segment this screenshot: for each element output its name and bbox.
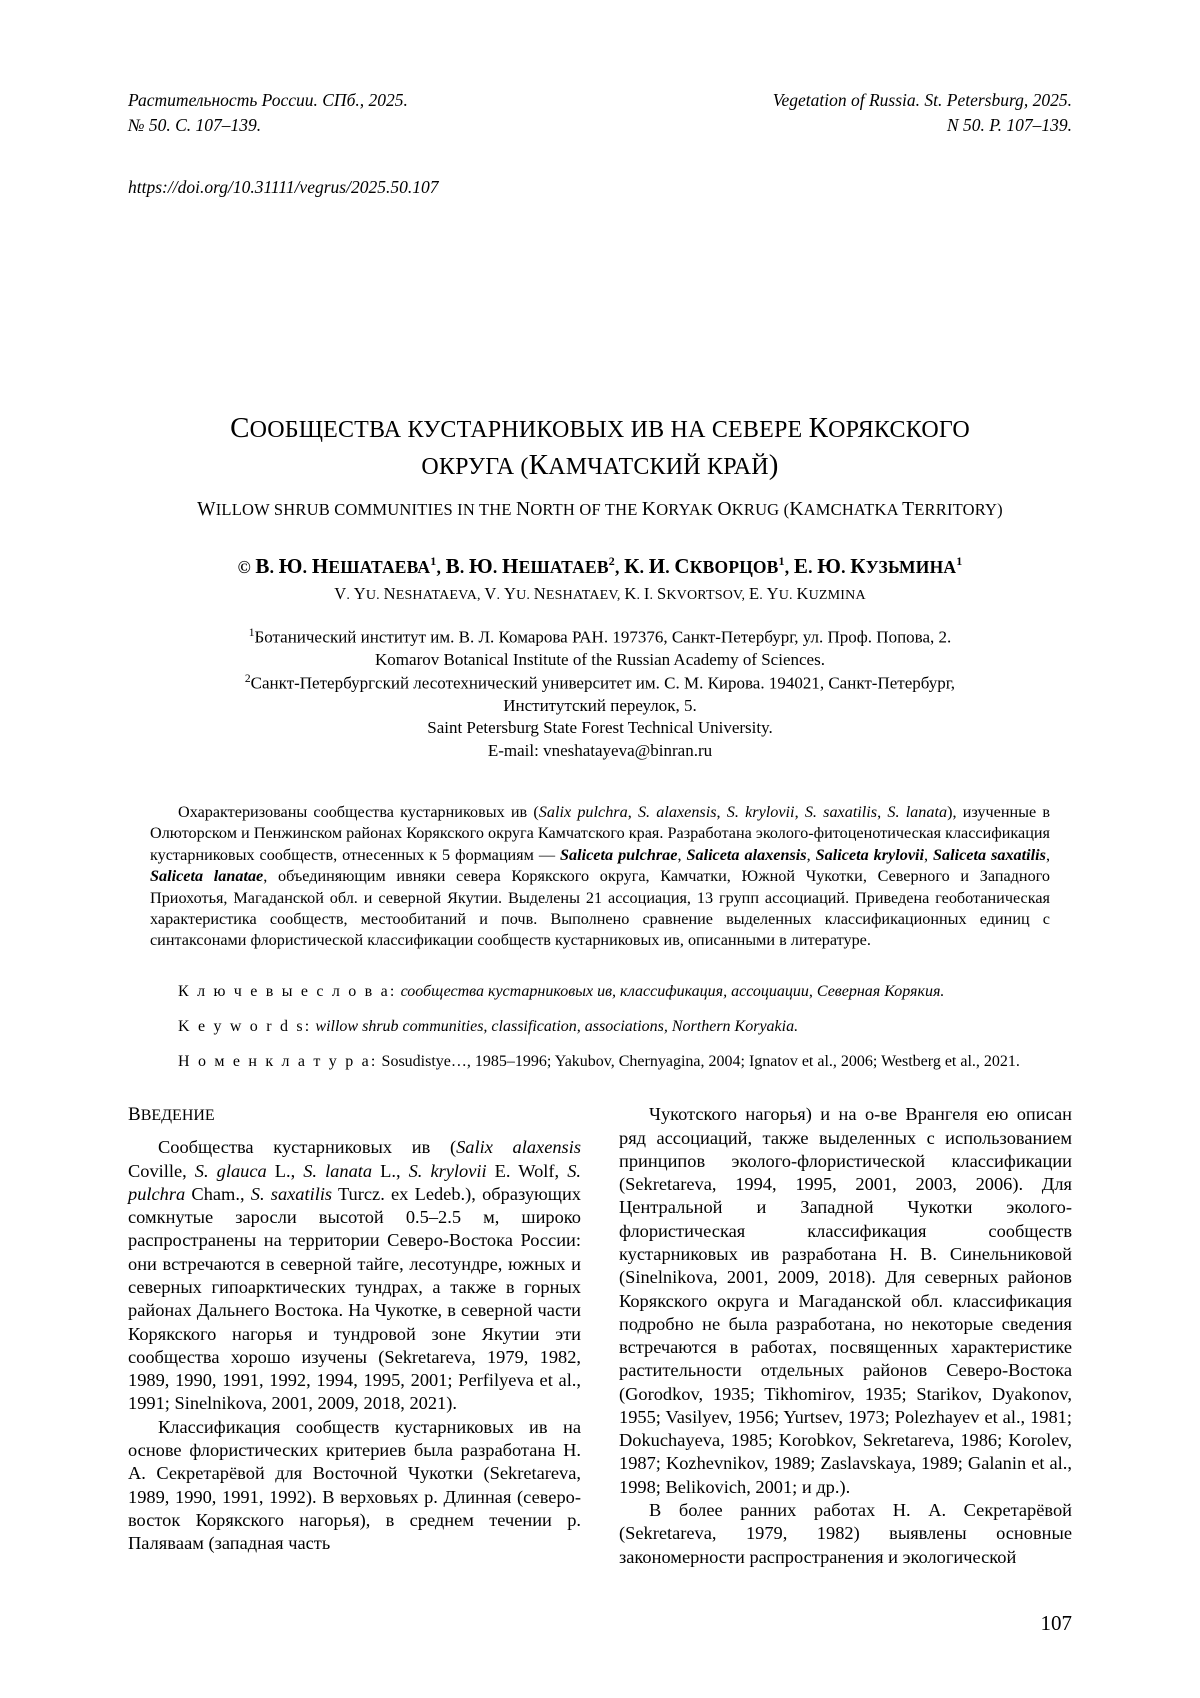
- title-en-cap-2: N: [516, 499, 531, 521]
- page-title-en: [128, 499, 1072, 521]
- affiliation-1-en: Komarov Botanical Institute of the Russian Academy of Sciences.: [375, 650, 825, 670]
- title-ru-cap-1: С: [230, 411, 250, 444]
- paragraph-intro-3: Чукотского нагорья) и на о-ве Врангеля ею описан ряд ассоциаций, также выделенных с использованием принципов эколого-флористической классификации (Sekretareva, 1994, 1995, 2001, 2003, 2006). Для Центральной и Западной Чукотки эколого-флористическая классификация сообществ кустарниковых ив разработана Н. В. Синельниковой (Sinelnikova, 2001, 2009, 2018). Для северных районов Корякского округа и Магаданской обл. классификация подробно не была разработана, но некоторые сведения встречаются в работах, посвященных характеристике растительности отдельных районов Северо-Востока (Gorodkov, 1935; Tikhomirov, 1935; Starikov, Dyakonov, 1955; Vasilyev, 1956; Yurtsev, 1973; Polezhayev et al., 1981; Dokuchayeva, 1985; Korobkov, Sekretareva, 1986; Korolev, 1987; Kozhevnikov, 1989; Zaslavskaya, 1989; Galanin et al., 1998; Belikovich, 2001; и др.).: [619, 1104, 1072, 1497]
- journal-ru-line2: № 50. С. 107–139.: [128, 115, 262, 136]
- affiliation-2: $^2$Санкт-Петербургский лесотехнический университет им. С. М. Кирова. 194021, Санкт-Петербург,: [244, 672, 956, 693]
- body-column-right: [619, 1103, 1072, 1569]
- paragraph-intro-4: В более ранних работах Н. А. Секретарёвой (Sekretareva, 1979, 1982) выявлены основные закономерности распространения и экологической: [619, 1500, 1072, 1567]
- title-ru-text-1: ООБЩЕСТВА КУСТАРНИКОВЫХ ИВ НА СЕВЕРЕ: [249, 416, 809, 443]
- title-ru-text-4: АМЧАТСКИЙ КРАЙ: [548, 454, 769, 481]
- running-head-left: [128, 88, 408, 139]
- abstract: Охарактеризованы сообщества кустарниковых ив (Salix pulchra, S. alaxensis, S. krylovii, S. saxatilis, S. lanata), изученные в Олюторском и Пенжинском районах Корякского округа Камчатского края. Разработана эколого-фитоценотическая классификация кустарниковых сообществ, отнесенных к 5 формациям — Saliceta pulchrae, Saliceta alaxensis, Saliceta krylovii, Saliceta saxatilis, Saliceta lanatae, объединяющим ивняки севера Корякского округа, Камчатки, Южной Чукотки, Северного и Западного Приохотья, Магаданской обл. и северной Якутии. Выделены 21 ассоциация, 13 групп ассоциаций. Приведена геоботаническая характеристика сообществ, местообитаний и почв. Выполнено сравнение выделенных классификационных единиц с синтаксонами флористической классификации сообществ кустарниковых ив, описанными в литературе.: [150, 803, 1051, 950]
- affiliation-1-text: Ботанический институт им. В. Л. Комарова РАН. 197376, Санкт-Петербург, ул. Проф. Попова, 2.: [254, 627, 952, 647]
- nomenclature-value: Sosudistye…, 1985–1996; Yakubov, Chernyagina, 2004; Ignatov et al., 2006; Westberg et al., 2021.: [381, 1053, 1020, 1071]
- title-ru-text-5: ): [768, 449, 779, 482]
- running-head-right: [773, 88, 1072, 139]
- title-en-text-3: ORYAK: [656, 500, 718, 520]
- nomenclature: [150, 1050, 1050, 1073]
- contact-email[interactable]: E-mail: vneshatayeva@binran.ru: [487, 740, 713, 760]
- title-en-text-1: ILLOW SHRUB COMMUNITIES IN THE: [215, 500, 517, 520]
- body-column-left: [128, 1103, 581, 1569]
- title-ru-text-2: ОРЯКСКОГО: [828, 416, 970, 443]
- journal-en-line1: Vegetation of Russia. St. Petersburg, 2025.: [772, 90, 1072, 110]
- section-heading-introduction: [128, 1103, 581, 1127]
- paragraph-intro-1: Сообщества кустарниковых ив (Salix alaxensis Coville, S. glauca L., S. lanata L., S. krylovii E. Wolf, S. pulchra Cham., S. saxatilis Turcz. ex Ledeb.), образующих сомкнутые заросли высотой 0.5–2.5 м, широко распространены на территории Северо-Востока России: они встречаются в северной тайге, лесотундре, южных и северных гипоарктических тундрах, а также в горных районах Дальнего Востока. На Чукотке, в северной части Корякского нагорья и тундровой зоне Якутии эти сообщества хорошо изучены (Sekretareva, 1979, 1982, 1989, 1990, 1991, 1992, 1994, 1995, 2001; Perfilyeva et al., 1991; Sinelnikova, 2001, 2009, 2018, 2021).: [128, 1137, 581, 1414]
- title-en-cap-5: K: [789, 499, 804, 521]
- title-en-cap-4: O: [717, 499, 732, 521]
- title-en-cap-1: W: [197, 499, 216, 521]
- keywords-ru: [150, 980, 1050, 1003]
- page-title-ru: [128, 410, 1072, 485]
- title-en-text-6: ERRITORY): [914, 500, 1003, 520]
- author-list-en: V. YU. NESHATAEVA, V. YU. NESHATAEV, K. I. SKVORTSOV, E. YU. KUZMINA: [334, 584, 866, 604]
- title-en-text-4: KRUG (: [731, 500, 790, 520]
- doi-link[interactable]: https://doi.org/10.31111/vegrus/2025.50.107: [128, 176, 439, 197]
- title-en-cap-6: T: [902, 499, 915, 521]
- keywords-ru-value: сообщества кустарниковых ив, классификация, ассоциации, Северная Корякия.: [400, 982, 945, 1000]
- title-ru-text-3: ОКРУГА (: [421, 454, 529, 481]
- keywords-en-label: K e y w o r d s:: [178, 1017, 312, 1035]
- title-block: [128, 410, 1072, 521]
- keywords-block: [128, 980, 1072, 1074]
- author-list-ru: © В. Ю. НЕШАТАЕВА$^1$, В. Ю. НЕШАТАЕВ$^2$, К. И. СКВОРЦОВ$^1$, Е. Ю. КУЗЬМИНА$^1$: [237, 554, 963, 579]
- body-columns: [128, 1103, 1072, 1569]
- nomenclature-label: Н о м е н к л а т у р а:: [178, 1053, 378, 1071]
- affiliation-2-cont: Институтский переулок, 5.: [503, 695, 697, 715]
- keywords-ru-label: К л ю ч е в ы е с л о в а:: [178, 982, 397, 1000]
- title-en-text-2: ORTH OF THE: [530, 500, 642, 520]
- affiliation-2-en: Saint Petersburg State Forest Technical University.: [427, 718, 773, 738]
- title-ru-cap-3: К: [528, 449, 549, 482]
- section-heading-rest: ВЕДЕНИЕ: [140, 1107, 215, 1125]
- journal-en-line2: N 50. P. 107–139.: [946, 115, 1072, 136]
- journal-ru-line1: Растительность России. СПб., 2025.: [128, 90, 408, 110]
- affiliation-1: $^1$Ботанический институт им. В. Л. Комарова РАН. 197376, Санкт-Петербург, ул. Проф. Попова, 2.: [248, 627, 952, 647]
- keywords-en-value: willow shrub communities, classification, associations, Northern Koryakia.: [315, 1017, 799, 1035]
- paragraph-intro-2: Классификация сообществ кустарниковых ив на основе флористических критериев была разработана Н. А. Секретарёвой для Восточной Чукотки (Sekretareva, 1989, 1990, 1991, 1992). В верховьях р. Длинная (северо-восток Корякского нагорья), в среднем течении р. Палявaaм (западная часть: [128, 1416, 581, 1554]
- running-head: [128, 88, 1072, 139]
- title-ru-cap-2: К: [808, 411, 829, 444]
- section-heading-cap: В: [128, 1104, 141, 1126]
- title-en-cap-3: K: [641, 499, 657, 521]
- affiliation-2-text: Санкт-Петербургский лесотехнический университет им. С. М. Кирова. 194021, Санкт-Петербург,: [250, 673, 956, 693]
- keywords-en: [150, 1015, 1050, 1038]
- affiliations: [128, 626, 1072, 762]
- title-en-text-5: AMCHATKA: [803, 500, 903, 520]
- page-number: 107: [1040, 1611, 1072, 1635]
